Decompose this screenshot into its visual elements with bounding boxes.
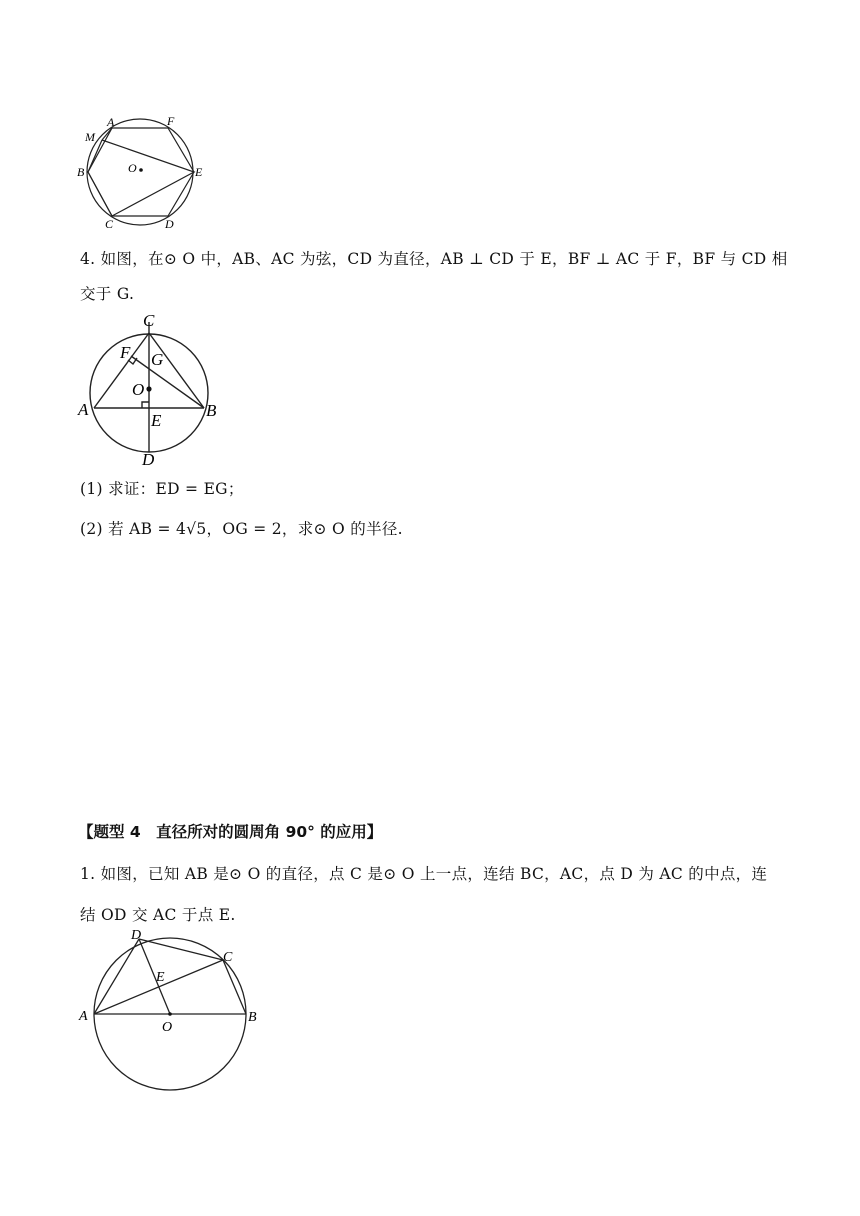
label-g: G [151, 350, 164, 369]
problem4-line1: 4. 如图，在⊙ O 中，AB、AC 为弦，CD 为直径，AB ⊥ CD 于 E，BF ⊥ AC 于 F，BF 与 CD 相 [80, 250, 788, 268]
label-e: E [156, 970, 165, 985]
label-d: D [142, 450, 155, 469]
label-a: A [78, 400, 89, 419]
problem1-line1: 1. 如图，已知 AB 是⊙ O 的直径，点 C 是⊙ O 上一点，连结 BC，AC，点 D 为 AC 的中点，连 [80, 865, 768, 883]
label-c: C [105, 217, 114, 231]
label-c: C [223, 950, 233, 965]
quadrilateral-mecb [88, 140, 194, 216]
label-o: O [128, 161, 137, 175]
problem4-part1: (1) 求证：ED = EG； [80, 480, 244, 498]
segment-od [139, 939, 170, 1014]
problem4-line2: 交于 G. [80, 285, 135, 303]
label-a: A [107, 115, 115, 129]
label-a: A [79, 1009, 88, 1024]
segment-bc [149, 333, 204, 408]
center-dot [139, 168, 143, 172]
problem4-part2: (2) 若 AB = 4√5，OG = 2，求⊙ O 的半径. [80, 520, 403, 538]
label-b: B [77, 165, 85, 179]
section-heading: 【题型 4 直径所对的圆周角 90° 的应用】 [78, 823, 383, 841]
circle-o [87, 119, 193, 225]
problem1-line2: 结 OD 交 AC 于点 E. [80, 906, 236, 924]
center-dot [168, 1012, 172, 1016]
label-d: D [165, 217, 174, 231]
label-b: B [206, 401, 217, 420]
label-e: E [195, 165, 203, 179]
label-c: C [143, 311, 155, 330]
label-b: B [248, 1010, 257, 1025]
label-o: O [132, 380, 145, 399]
figure-circle-diameter-cd [76, 310, 226, 470]
segment-ad [94, 939, 139, 1014]
figure-semicircle-abcd [76, 925, 266, 1095]
segment-cb [223, 960, 246, 1014]
label-f: F [167, 114, 175, 128]
label-d: D [131, 928, 142, 943]
label-o: O [162, 1020, 173, 1035]
figure-hexagon [76, 112, 216, 234]
label-m: M [85, 130, 95, 144]
center-dot [146, 386, 151, 391]
label-f: F [120, 343, 131, 362]
label-e: E [151, 411, 162, 430]
right-angle-e [142, 402, 149, 408]
